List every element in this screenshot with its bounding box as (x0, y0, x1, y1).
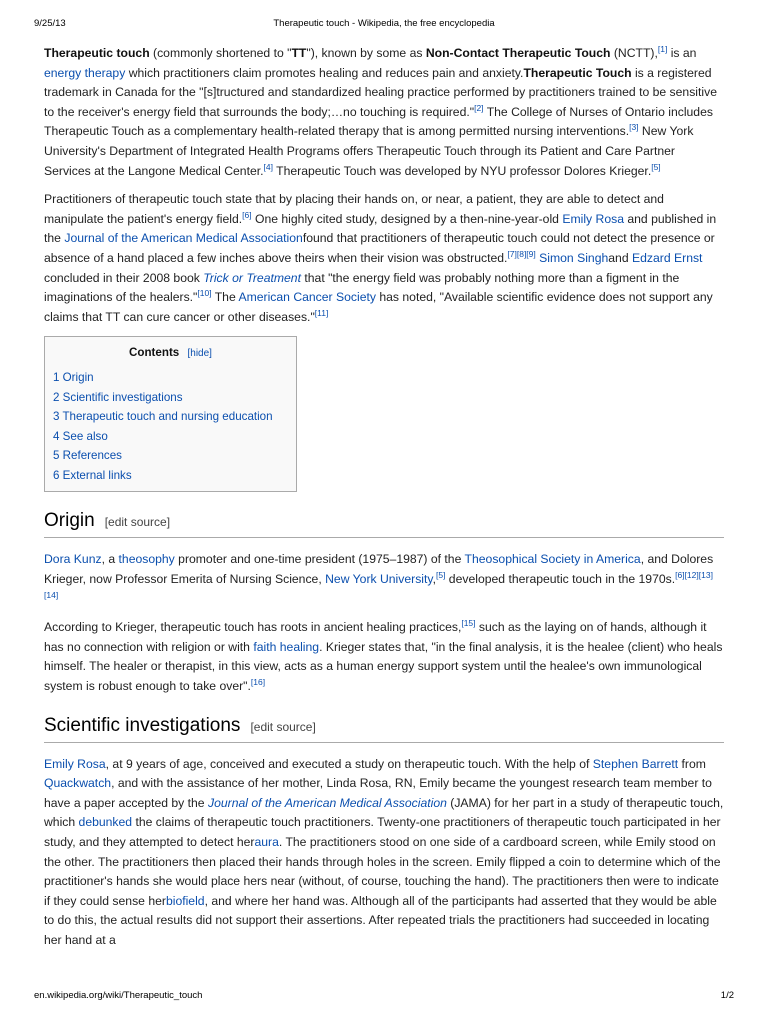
link-biofield[interactable]: biofield (165, 893, 205, 908)
link-jama[interactable]: Journal of the American Medical Association (64, 231, 303, 246)
text: , and Dolores Krieger, now Professor Emerita of Nursing Science, (44, 552, 714, 587)
text: that "the energy field was probably nothing more than a figment in the imaginations of the healers." (44, 270, 680, 305)
link-theosophy[interactable]: theosophy (118, 552, 175, 567)
link-energy-therapy[interactable]: energy therapy (44, 65, 126, 80)
text: from (678, 756, 706, 771)
heading-text: Scientific investigations (44, 714, 241, 736)
toc-item-see-also[interactable]: 4 See also (53, 429, 108, 443)
intro-paragraph-2 (44, 190, 724, 327)
text: New York University's Department of Integrated Health Programs offers Therapeutic Touch through its Patient and Care Partner Services at the Langone Medical Center. (44, 124, 694, 178)
print-footer (34, 990, 734, 1004)
bold-term: TT (291, 46, 307, 60)
toc-item-references[interactable]: 5 References (53, 449, 122, 463)
text: found that practitioners of therapeutic touch could not detect the presence or absence of a hand placed a few inches above theirs when their vision was obstructed. (44, 231, 715, 265)
citation-link[interactable]: [4] (263, 161, 273, 172)
text: , (432, 572, 436, 587)
link-stephen-barrett[interactable]: Stephen Barrett (592, 756, 679, 771)
text: Practitioners of therapeutic touch state that by placing their hands on, or near, a patient, they are able to detect and manipulate the patient's energy field. (44, 192, 664, 226)
print-page-number: 1/2 (720, 990, 734, 1001)
link-debunked[interactable]: debunked (78, 815, 133, 830)
text: "), known by some as (306, 46, 426, 60)
toc-hide-toggle[interactable]: [hide] (187, 348, 212, 360)
text: concluded in their 2008 book (44, 270, 204, 285)
toc-item-external-links[interactable]: 6 External links (53, 468, 132, 482)
text: According to Krieger, therapeutic touch has roots in ancient healing practices, (44, 620, 462, 635)
text: . Krieger states that, "in the final analysis, it is the healee (client) who heals himself. The healer or therapist, in this view, acts as a human energy support system until the healee's own immunological system is robust enough to take over". (44, 639, 723, 694)
text: One highly cited study, designed by a then-nine-year-old (251, 211, 563, 226)
text: Therapeutic Touch was developed by NYU professor Dolores Krieger. (272, 163, 652, 178)
edit-source-link[interactable]: [edit source] (104, 515, 171, 530)
table-of-contents (44, 336, 297, 492)
link-theosophical-society[interactable]: Theosophical Society in America (464, 552, 641, 567)
citation-link[interactable]: [6] (242, 209, 252, 220)
link-dora-kunz[interactable]: Dora Kunz (44, 552, 102, 567)
link-edzard-ernst[interactable]: Edzard Ernst (632, 250, 703, 265)
print-date: 9/25/13 (34, 18, 66, 29)
text: (commonly shortened to " (149, 46, 292, 60)
text: is a registered trademark in Canada for the "[s]tructured and standardized healing practice performed by practitioners trained to be sensitive to the receiver's energy field that surrounds the body;…no touching is required." (44, 65, 717, 119)
citation-link[interactable]: [15] (461, 618, 476, 629)
link-emily-rosa[interactable]: Emily Rosa (562, 211, 624, 226)
link-jama[interactable]: Journal of the American Medical Association (207, 795, 447, 810)
text: , at 9 years of age, conceived and executed a study on therapeutic touch. With the help of (105, 756, 593, 771)
origin-paragraph-2 (44, 618, 724, 696)
print-header (34, 18, 734, 32)
text: such as the laying on of hands, although it has no connection with religion or with (44, 620, 707, 654)
citation-link[interactable]: [5] (435, 570, 446, 580)
link-trick-or-treatment[interactable]: Trick or Treatment (203, 270, 301, 285)
citation-link[interactable]: [1] (657, 43, 668, 54)
text: promoter and one-time president (1975–1987) of the (174, 552, 465, 567)
toc-item-scientific-investigations[interactable]: 2 Scientific investigations (53, 390, 183, 404)
text: , and where her hand was. Although all of the participants had asserted that they would be able to do this, the actual results did not support their assertions. After repeated trials the practitioners had succeeded in locating her hand at a (44, 893, 717, 947)
citation-link[interactable]: [11] (314, 307, 329, 318)
toc-item-origin[interactable]: 1 Origin (53, 370, 94, 384)
bold-term: Non-Contact Therapeutic Touch (425, 46, 611, 60)
text: which practitioners claim promotes healing and reduces pain and anxiety. (125, 65, 524, 80)
link-emily-rosa[interactable]: Emily Rosa (44, 756, 106, 771)
text: the claims of therapeutic touch practitioners. Twenty-one practitioners of therapeutic touch participated in her study, and they attempted to detect her (44, 815, 721, 849)
text: (JAMA) for her part in a study of therapeutic touch, which (44, 795, 724, 830)
link-nyu[interactable]: New York University (325, 572, 433, 587)
text: and (608, 250, 632, 265)
sci-paragraph-1 (44, 755, 724, 951)
toc-header (53, 343, 288, 364)
intro-paragraph-1 (44, 44, 724, 181)
text: has noted, "Available scientific evidence does not support any claims that TT can cure cancer or other diseases." (44, 290, 713, 324)
citation-link[interactable]: [3] (629, 122, 639, 133)
bold-term: Therapeutic Touch (523, 65, 632, 80)
link-aura[interactable]: aura (254, 835, 279, 849)
citation-link[interactable]: [10] (197, 288, 212, 299)
citation-link[interactable]: [16] (250, 676, 266, 687)
origin-paragraph-1 (44, 550, 724, 609)
text: (NCTT), (610, 46, 658, 60)
link-simon-singh[interactable]: Simon Singh (539, 250, 609, 265)
citation-link[interactable]: [6][12][13][14] (44, 570, 713, 600)
text: is an (667, 46, 697, 60)
text: developed therapeutic touch in the 1970s. (445, 572, 676, 587)
section-heading-scientific-investigations (44, 713, 724, 743)
section-heading-origin (44, 508, 724, 538)
link-faith-healing[interactable]: faith healing (253, 639, 320, 654)
print-title: Therapeutic touch - Wikipedia, the free encyclopedia (273, 18, 495, 29)
text: , a (101, 552, 119, 567)
text: , and with the assistance of her mother, Linda Rosa, RN, Emily became the youngest research team member to have a paper accepted by the (44, 776, 712, 810)
print-url: en.wikipedia.org/wiki/Therapeutic_touch (34, 990, 203, 1001)
article-body (44, 44, 724, 960)
link-american-cancer-society[interactable]: American Cancer Society (238, 290, 376, 305)
edit-source-link[interactable]: [edit source] (250, 719, 316, 734)
link-quackwatch[interactable]: Quackwatch (44, 776, 112, 791)
toc-item-nursing-education[interactable]: 3 Therapeutic touch and nursing education (53, 410, 273, 424)
citation-link[interactable]: [2] (474, 102, 484, 113)
text: The (211, 290, 239, 305)
text: The College of Nurses of Ontario includes Therapeutic Touch as a complementary health-related therapy that is among permitted nursing interventions. (44, 104, 713, 139)
text: and published in the (44, 211, 717, 246)
toc-title: Contents (129, 346, 180, 360)
text: . The practitioners stood on one side of a cardboard screen, while Emily stood on the other. The practitioners then placed their hands through holes in the screen. Emily flipped a coin to determine which of the practitioner's hands she would place hers near (without, of course, touching the hand). The practitioners then were to indicate if they could sense her (44, 835, 721, 908)
citation-link[interactable]: [7][8][9] (507, 248, 536, 259)
citation-link[interactable]: [5] (651, 161, 661, 172)
heading-text: Origin (44, 510, 95, 532)
bold-term: Therapeutic touch (44, 46, 150, 60)
